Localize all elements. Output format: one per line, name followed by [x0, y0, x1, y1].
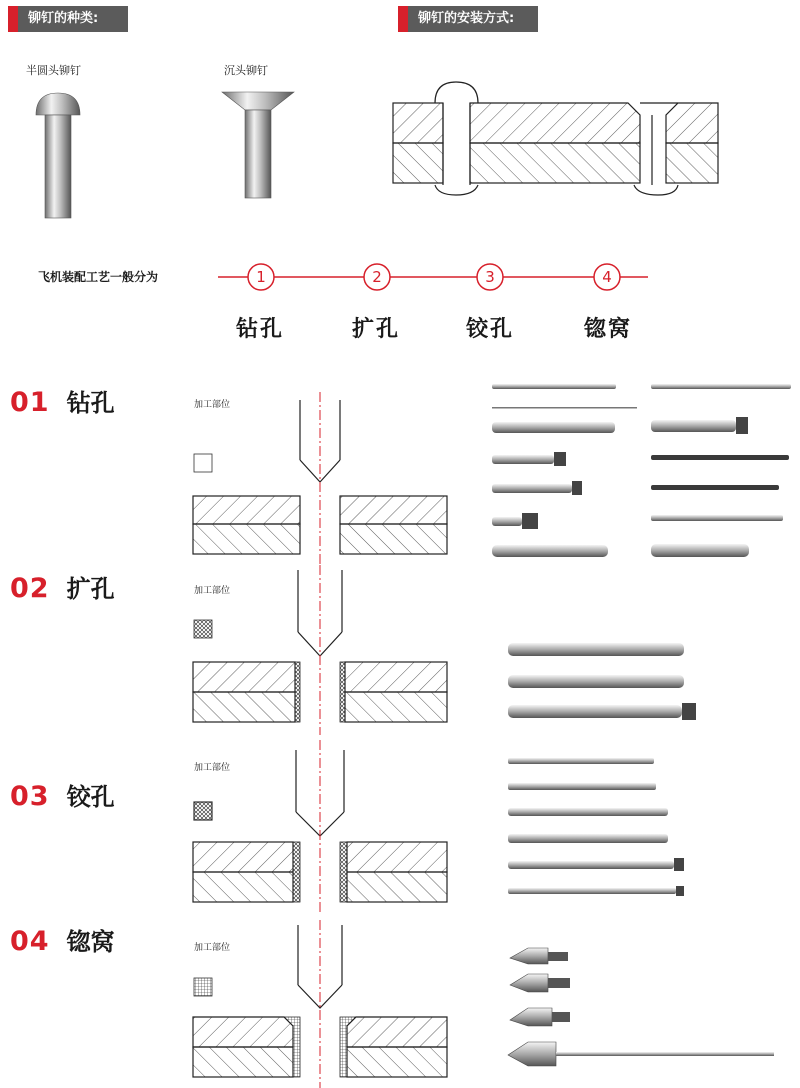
reaming-expand-diagram: [193, 565, 447, 735]
round-head-rivet-label: 半圆头铆钉: [26, 64, 81, 77]
countersunk-rivet-label: 沉头铆钉: [224, 64, 268, 77]
step-number-4: 4: [602, 268, 612, 286]
drill-bits-image: [492, 384, 791, 557]
step-label-2: 扩孔: [352, 317, 401, 342]
round-head-rivet-icon: [36, 93, 80, 218]
countersunk-rivet-icon: [222, 92, 294, 198]
reamers-image: [508, 758, 684, 896]
step-number-3: 3: [485, 268, 495, 286]
section-02-number: 02: [10, 573, 50, 604]
section-04-area-label: 加工部位: [194, 943, 231, 953]
process-flow-line: [0, 250, 800, 310]
step-label-3: 铰孔: [466, 317, 515, 342]
section-01-title: 钻孔: [66, 389, 115, 417]
rivet-install-title: 铆钉的安装方式:: [418, 11, 515, 26]
countersinking-diagram: [193, 920, 447, 1088]
step-number-1: 1: [256, 268, 266, 286]
rivet-installation-diagram: [393, 82, 718, 195]
step-label-4: 锪窝: [584, 317, 633, 342]
step-number-2: 2: [372, 268, 382, 286]
rivet-illustrations: [0, 0, 800, 240]
section-03-title: 铰孔: [66, 783, 115, 811]
reaming-finish-diagram: [193, 740, 447, 915]
section-01-number: 01: [10, 387, 50, 418]
section-03-area-label: 加工部位: [194, 763, 231, 773]
countersink-cutters-image: [508, 948, 774, 1066]
section-02-title: 扩孔: [66, 575, 115, 603]
drilling-diagram: [193, 392, 447, 565]
section-02-area-label: 加工部位: [194, 586, 231, 596]
expanding-drills-image: [508, 643, 696, 720]
section-03-number: 03: [10, 781, 50, 812]
section-04-title: 锪窝: [66, 928, 115, 956]
rivet-types-title: 铆钉的种类:: [28, 11, 99, 26]
section-01-area-label: 加工部位: [194, 400, 231, 410]
section-04-number: 04: [10, 926, 50, 957]
process-diagrams: [0, 380, 800, 1088]
step-label-1: 钻孔: [236, 317, 285, 342]
flow-intro: 飞机装配工艺一般分为: [38, 270, 159, 284]
